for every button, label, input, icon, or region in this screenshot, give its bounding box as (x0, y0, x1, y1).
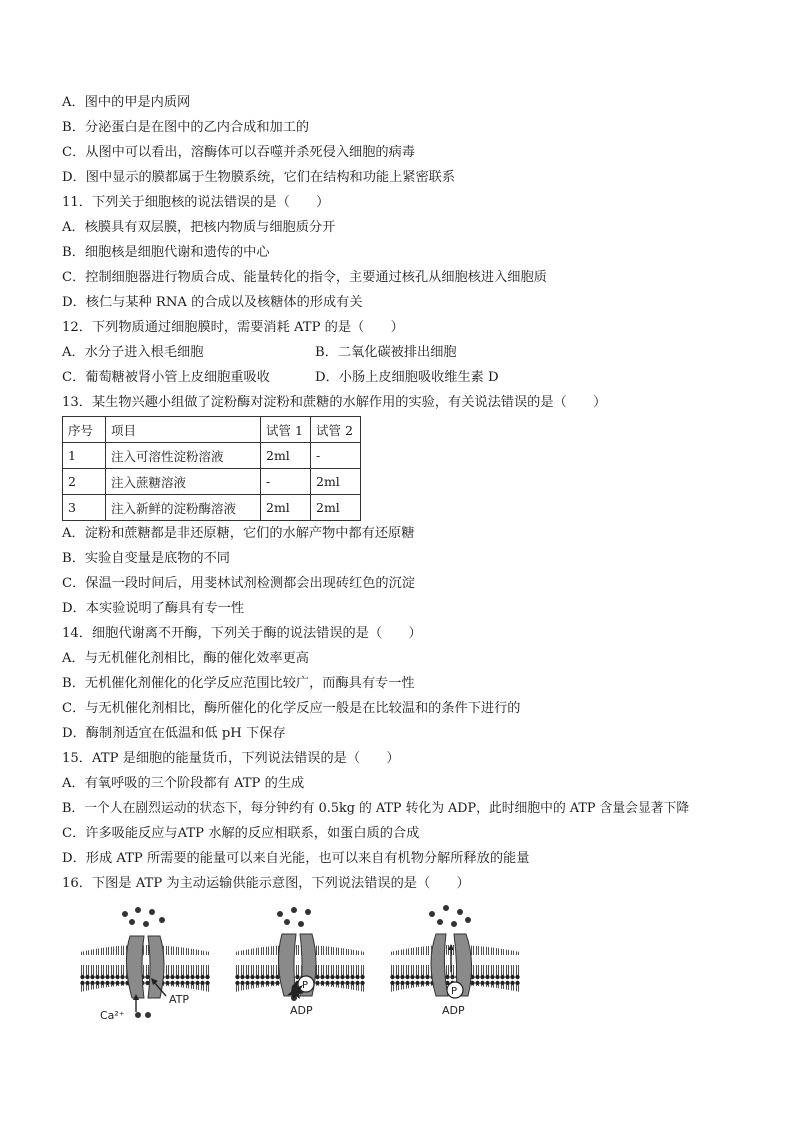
panel-1-ions-outside (122, 907, 165, 927)
q14-option-d: D．酶制剂适宜在低温和低 pH 下保存 (62, 726, 286, 741)
q12-options-row-1 (62, 340, 742, 365)
q11-stem: 11．下列关于细胞核的说法错误的是（ ） (62, 195, 330, 210)
table-header-row (63, 417, 361, 443)
q11-option-a: A．核膜具有双层膜，把核内物质与细胞质分开 (62, 220, 336, 235)
table-cell: 注入可溶性淀粉溶液 (106, 443, 261, 469)
q15-stem: 15．ATP 是细胞的能量货币，下列说法错误的是（ ） (62, 751, 400, 766)
panel-2-ions-outside (277, 907, 311, 927)
q13-option-a: A．淀粉和蔗糖都是非还原糖，它们的水解产物中都有还原糖 (62, 526, 415, 541)
phosphate-label-2: P (451, 986, 458, 997)
atp-label: ATP (169, 993, 190, 1006)
table-cell: 2ml (261, 495, 311, 521)
atp-active-transport-figure (70, 900, 530, 1025)
table-cell: 3 (63, 495, 106, 521)
adp-label-1: ADP (290, 1004, 313, 1017)
q12-stem: 12．下列物质通过细胞膜时，需要消耗 ATP 的是（ ） (62, 320, 404, 335)
q13-stem: 13．某生物兴趣小组做了淀粉酶对淀粉和蔗糖的水解作用的实验，有关说法错误的是（ ） (62, 395, 607, 410)
q13-experiment-table (62, 416, 361, 521)
q14-stem: 14．细胞代谢离不开酶，下列关于酶的说法错误的是（ ） (62, 626, 422, 641)
q16-stem: 16．下图是 ATP 为主动运输供能示意图，下列说法错误的是（ ） (62, 876, 470, 891)
q12-option-b: B．二氧化碳被排出细胞 (315, 345, 457, 360)
panel-3-phosphate (447, 982, 463, 998)
q13-option-c: C．保温一段时间后，用斐林试剂检测都会出现砖红色的沉淀 (62, 576, 415, 591)
q12-option-c: C．葡萄糖被肾小管上皮细胞重吸收 (62, 370, 270, 385)
q13-option-d: D．本实验说明了酶具有专一性 (62, 601, 245, 616)
table-cell: 2ml (311, 469, 361, 495)
exam-page (62, 90, 742, 896)
q10-option-b: B．分泌蛋白是在图中的乙内合成和加工的 (62, 120, 310, 135)
table-cell: 2ml (261, 443, 311, 469)
q14-option-a: A．与无机催化剂相比，酶的催化效率更高 (62, 651, 309, 666)
table-header-cell: 序号 (63, 417, 106, 443)
q12-option-a: A．水分子进入根毛细胞 (62, 345, 204, 360)
table-cell: 2ml (311, 495, 361, 521)
phosphate-label-1: P (302, 980, 309, 991)
q11-option-b: B．细胞核是细胞代谢和遗传的中心 (62, 245, 270, 260)
table-cell: 1 (63, 443, 106, 469)
table-cell: - (261, 469, 311, 495)
q10-option-c: C．从图中可以看出，溶酶体可以吞噬并杀死侵入细胞的病毒 (62, 145, 415, 160)
q15-option-b: B．一个人在剧烈运动的状态下，每分钟约有 0.5kg 的 ATP 转化为 ADP，此时细胞中的 ATP 含量会显著下降 (62, 801, 690, 816)
table-cell: 注入新鲜的淀粉酶溶液 (106, 495, 261, 521)
table-cell: 注入蔗糖溶液 (106, 469, 261, 495)
table-cell: 2 (63, 469, 106, 495)
q15-option-a: A．有氧呼吸的三个阶段都有 ATP 的生成 (62, 776, 305, 791)
adp-label-2: ADP (442, 1004, 465, 1017)
q12-options-row-2 (62, 365, 742, 390)
q12-option-d: D．小肠上皮细胞吸收维生素 D (315, 370, 499, 385)
table-row (63, 443, 361, 469)
calcium-ion-label: Ca²⁺ (100, 1009, 125, 1022)
table-cell: - (311, 443, 361, 469)
q14-option-c: C．与无机催化剂相比，酶所催化的化学反应一般是在比较温和的条件下进行的 (62, 701, 521, 716)
panel-3-ions-outside (429, 905, 471, 927)
panel-1-ions-inside (135, 1012, 151, 1018)
q10-option-d: D．图中显示的膜都属于生物膜系统，它们在结构和功能上紧密联系 (62, 170, 456, 185)
table-header-cell: 试管 1 (261, 417, 311, 443)
q10-option-a: A．图中的甲是内质网 (62, 95, 191, 110)
q13-option-b: B．实验自变量是底物的不同 (62, 551, 230, 566)
q15-option-c: C．许多吸能反应与ATP 水解的反应相联系，如蛋白质的合成 (62, 826, 420, 841)
panel-1-membrane (80, 945, 210, 992)
table-header-cell: 项目 (106, 417, 261, 443)
q11-option-c: C．控制细胞器进行物质合成、能量转化的指令，主要通过核孔从细胞核进入细胞质 (62, 270, 547, 285)
q15-option-d: D．形成 ATP 所需要的能量可以来自光能，也可以来自有机物分解所释放的能量 (62, 851, 530, 866)
q14-option-b: B．无机催化剂催化的化学反应范围比较广，而酶具有专一性 (62, 676, 415, 691)
table-header-cell: 试管 2 (311, 417, 361, 443)
table-row (63, 495, 361, 521)
q11-option-d: D．核仁与某种 RNA 的合成以及核糖体的形成有关 (62, 295, 363, 310)
table-row (63, 469, 361, 495)
